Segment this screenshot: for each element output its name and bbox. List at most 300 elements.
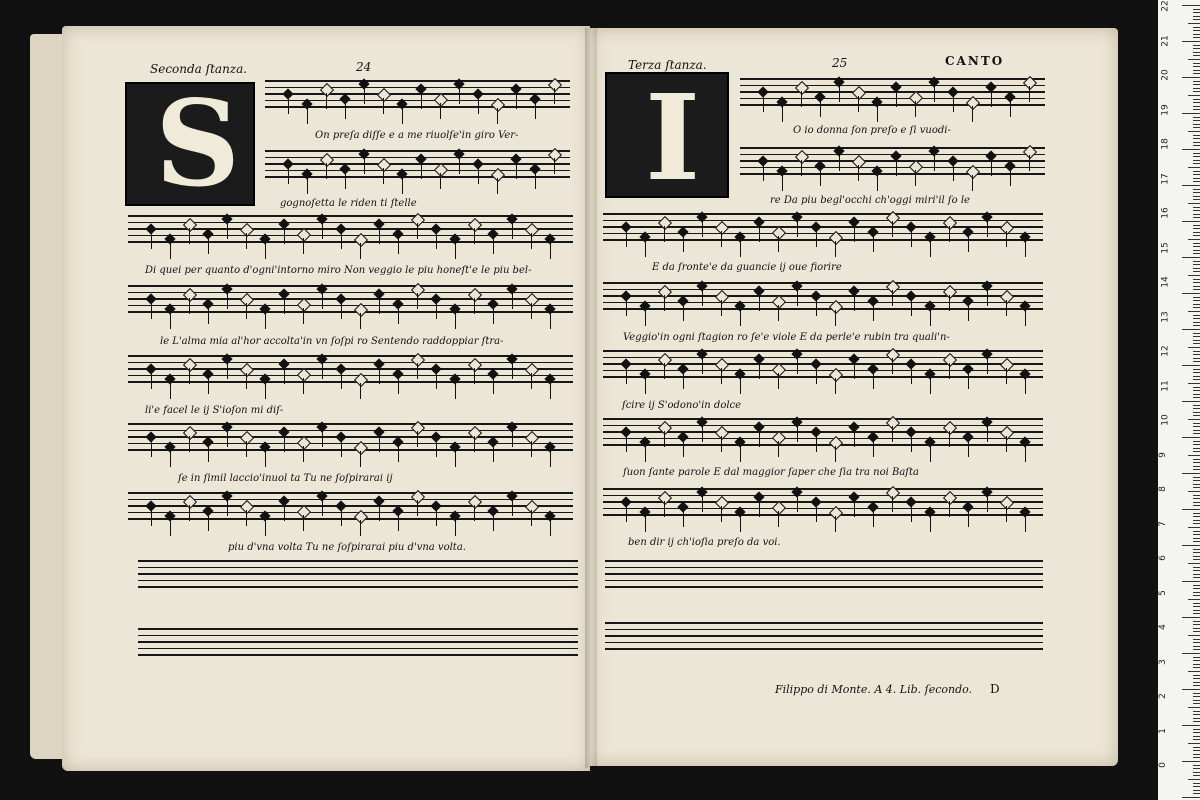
ruler-tick [1188, 419, 1200, 420]
ruler-tick [1193, 246, 1200, 247]
ruler-tick [1188, 23, 1200, 24]
note-stem [1029, 155, 1030, 171]
note-stem [307, 108, 308, 124]
note-stem [835, 378, 836, 394]
ruler-number: 13 [1160, 310, 1171, 323]
note-stem [740, 516, 741, 532]
note-stem [645, 241, 646, 257]
note-stem [493, 515, 494, 531]
ruler-tick [1193, 768, 1200, 769]
ruler-tick [1193, 102, 1200, 103]
note-stem [303, 238, 304, 254]
ruler-tick [1193, 196, 1200, 197]
staff [603, 213, 1043, 243]
note-stem [208, 515, 209, 531]
note-stem [341, 303, 342, 319]
ruler-tick [1193, 405, 1200, 406]
ruler-number: 10 [1160, 414, 1171, 426]
note-stem [949, 226, 950, 242]
note-stem [1025, 446, 1026, 462]
ruler-tick [1193, 664, 1200, 665]
note-stem [535, 173, 536, 189]
note-stem [417, 223, 418, 239]
staff [128, 423, 573, 453]
note-stem [873, 441, 874, 457]
ruler-number: 4 [1157, 624, 1168, 630]
note-stem [911, 231, 912, 247]
note-stem [379, 505, 380, 521]
note-stem [873, 373, 874, 389]
staff [740, 78, 1045, 108]
note-stem [493, 378, 494, 394]
note-stem [987, 290, 988, 306]
ruler-tick [1193, 700, 1200, 701]
ruler-tick [1193, 325, 1200, 326]
note-stem [854, 226, 855, 242]
left-section-heading: Seconda ſtanza. [150, 62, 248, 76]
ruler-tick [1193, 412, 1200, 413]
note-stem [797, 358, 798, 374]
note-stem [1006, 506, 1007, 522]
ruler-tick [1182, 761, 1200, 762]
note-stem [322, 223, 323, 239]
ruler-tick [1188, 599, 1200, 600]
note-stem [991, 160, 992, 176]
ruler-tick [1188, 707, 1200, 708]
note-stem [303, 446, 304, 462]
note-stem [421, 163, 422, 179]
note-stem [151, 441, 152, 457]
right-page-number: 25 [832, 56, 848, 70]
note-stem [721, 231, 722, 247]
note-stem [664, 295, 665, 311]
note-stem [1025, 310, 1026, 326]
right-section-heading: Terza ſtanza. [628, 58, 707, 72]
lyric-line: li'e facel le ij S'ioſon mi diſ- [145, 405, 284, 416]
ruler-tick [1193, 84, 1200, 85]
staff [138, 560, 578, 590]
note-stem [531, 510, 532, 526]
note-stem [930, 446, 931, 462]
ruler-tick [1193, 55, 1200, 56]
ruler-tick [1193, 750, 1200, 751]
note-stem [911, 436, 912, 452]
note-stem [816, 436, 817, 452]
note-stem [303, 308, 304, 324]
ruler-tick [1193, 228, 1200, 229]
ruler-tick [1193, 207, 1200, 208]
note-stem [493, 446, 494, 462]
ruler-tick [1188, 131, 1200, 132]
note-stem [1010, 101, 1011, 117]
note-stem [839, 86, 840, 102]
note-stem [227, 363, 228, 379]
note-stem [778, 305, 779, 321]
ruler-tick [1193, 502, 1200, 503]
ruler-tick [1193, 585, 1200, 586]
note-stem [550, 451, 551, 467]
ruler-tick [1193, 480, 1200, 481]
ruler-tick [1193, 408, 1200, 409]
note-stem [835, 310, 836, 326]
note-stem [835, 516, 836, 532]
note-stem [360, 520, 361, 536]
ruler-tick [1193, 99, 1200, 100]
note-stem [474, 368, 475, 384]
ruler-tick [1193, 570, 1200, 571]
note-stem [740, 446, 741, 462]
lyric-line: re Da piu begl'occhi ch'oggi miri'il ſo le [770, 195, 970, 206]
ruler-tick [1193, 117, 1200, 118]
note-stem [911, 368, 912, 384]
note-stem [436, 373, 437, 389]
ruler-tick [1193, 682, 1200, 683]
note-stem [246, 510, 247, 526]
note-stem [721, 506, 722, 522]
ruler-tick [1193, 696, 1200, 697]
ruler-tick [1193, 163, 1200, 164]
note-stem [797, 496, 798, 512]
note-stem [189, 228, 190, 244]
ruler-tick [1193, 459, 1200, 460]
note-stem [702, 426, 703, 442]
ruler-tick [1193, 12, 1200, 13]
note-stem [379, 228, 380, 244]
ornamental-initial-s: S [125, 82, 255, 206]
note-stem [816, 368, 817, 384]
note-stem [987, 221, 988, 237]
note-stem [721, 300, 722, 316]
ruler-tick [1193, 426, 1200, 427]
note-stem [284, 298, 285, 314]
note-stem [265, 520, 266, 536]
staff [603, 350, 1043, 380]
ruler-tick [1193, 34, 1200, 35]
note-stem [877, 106, 878, 122]
ruler-tick [1193, 235, 1200, 236]
note-stem [459, 88, 460, 104]
note-stem [968, 373, 969, 389]
note-stem [987, 496, 988, 512]
ruler-tick [1193, 217, 1200, 218]
ruler-tick [1193, 541, 1200, 542]
note-stem [398, 308, 399, 324]
ruler-tick [1193, 448, 1200, 449]
note-stem [531, 441, 532, 457]
ruler-tick [1193, 19, 1200, 20]
ruler-tick [1193, 462, 1200, 463]
note-stem [189, 505, 190, 521]
lyric-line: gognoſetta le riden ti ſtelle [280, 198, 417, 209]
note-stem [288, 98, 289, 114]
ruler-tick [1182, 113, 1200, 114]
note-stem [493, 308, 494, 324]
ruler-tick [1193, 178, 1200, 179]
ruler-tick [1188, 527, 1200, 528]
ruler-tick [1193, 286, 1200, 287]
note-stem [379, 436, 380, 452]
note-stem [854, 363, 855, 379]
note-stem [516, 93, 517, 109]
staff [605, 622, 1043, 652]
note-stem [645, 446, 646, 462]
note-stem [626, 506, 627, 522]
note-stem [759, 501, 760, 517]
ruler-tick [1193, 160, 1200, 161]
ruler-tick [1193, 711, 1200, 712]
note-stem [364, 158, 365, 174]
ruler-tick [1193, 729, 1200, 730]
ruler-tick [1188, 671, 1200, 672]
ruler-tick [1193, 336, 1200, 337]
note-stem [778, 373, 779, 389]
ruler-tick [1193, 415, 1200, 416]
ruler-number: 6 [1157, 555, 1168, 561]
note-stem [934, 155, 935, 171]
note-stem [417, 293, 418, 309]
ruler-tick [1193, 73, 1200, 74]
note-stem [896, 91, 897, 107]
ruler-tick [1193, 156, 1200, 157]
ruler-tick [1193, 765, 1200, 766]
note-stem [341, 510, 342, 526]
ruler-tick [1193, 9, 1200, 10]
ruler-tick [1193, 181, 1200, 182]
note-stem [151, 233, 152, 249]
note-stem [512, 223, 513, 239]
ruler-tick [1193, 81, 1200, 82]
note-stem [554, 88, 555, 104]
ruler-tick [1193, 106, 1200, 107]
note-stem [877, 175, 878, 191]
ruler-tick [1193, 520, 1200, 521]
note-stem [227, 293, 228, 309]
note-stem [326, 163, 327, 179]
ruler-tick [1193, 261, 1200, 262]
note-stem [379, 368, 380, 384]
note-stem [740, 378, 741, 394]
note-stem [1006, 436, 1007, 452]
ruler-tick [1193, 307, 1200, 308]
note-stem [322, 431, 323, 447]
ruler-tick [1193, 757, 1200, 758]
ruler-tick [1193, 199, 1200, 200]
ruler-tick [1182, 473, 1200, 474]
note-stem [987, 426, 988, 442]
ruler-tick [1193, 30, 1200, 31]
staff [265, 80, 570, 110]
ruler-tick [1193, 732, 1200, 733]
ruler-tick [1193, 253, 1200, 254]
ruler-tick [1182, 689, 1200, 690]
note-stem [839, 155, 840, 171]
staff [128, 492, 573, 522]
note-stem [208, 446, 209, 462]
note-stem [1010, 170, 1011, 186]
note-stem [421, 93, 422, 109]
ruler-tick [1188, 239, 1200, 240]
ruler-tick [1193, 721, 1200, 722]
note-stem [949, 501, 950, 517]
note-stem [341, 441, 342, 457]
note-stem [873, 305, 874, 321]
ruler-tick [1193, 639, 1200, 640]
note-stem [307, 178, 308, 194]
note-stem [664, 226, 665, 242]
ruler-number: 7 [1157, 520, 1168, 527]
lyric-line: ſcire ij S'odono'in dolce [622, 400, 742, 411]
note-stem [512, 363, 513, 379]
note-stem [778, 236, 779, 252]
ruler-tick [1193, 495, 1200, 496]
ruler-tick [1193, 772, 1200, 773]
ruler-tick [1193, 124, 1200, 125]
ruler-tick [1193, 225, 1200, 226]
ruler-tick [1188, 491, 1200, 492]
ruler-tick [1193, 243, 1200, 244]
ruler-tick [1193, 315, 1200, 316]
note-stem [322, 500, 323, 516]
note-stem [402, 178, 403, 194]
ruler-tick [1193, 631, 1200, 632]
note-stem [554, 158, 555, 174]
note-stem [170, 243, 171, 259]
note-stem [170, 313, 171, 329]
ruler-tick [1182, 653, 1200, 654]
note-stem [949, 363, 950, 379]
ruler-tick [1193, 775, 1200, 776]
ruler-tick [1193, 595, 1200, 596]
note-stem [930, 378, 931, 394]
ruler-tick [1188, 95, 1200, 96]
note-stem [626, 300, 627, 316]
ruler-tick [1193, 469, 1200, 470]
ruler-tick [1193, 736, 1200, 737]
note-stem [645, 310, 646, 326]
note-stem [436, 303, 437, 319]
ruler-tick [1193, 372, 1200, 373]
note-stem [208, 308, 209, 324]
ruler-tick [1182, 401, 1200, 402]
note-stem [797, 426, 798, 442]
ruler-tick [1193, 487, 1200, 488]
note-stem [626, 436, 627, 452]
note-stem [797, 221, 798, 237]
ruler-tick [1193, 523, 1200, 524]
ruler-tick [1188, 59, 1200, 60]
ruler-tick [1193, 387, 1200, 388]
lyric-line: Veggio'in ogni ſtagion ro ſe'e viole E da perle'e rubin tra quali'n- [623, 332, 950, 343]
note-stem [683, 511, 684, 527]
note-stem [151, 510, 152, 526]
note-stem [345, 103, 346, 119]
ruler-tick [1193, 657, 1200, 658]
ruler-tick [1182, 329, 1200, 330]
ruler-tick [1193, 289, 1200, 290]
note-stem [265, 451, 266, 467]
note-stem [512, 500, 513, 516]
note-stem [170, 451, 171, 467]
note-stem [151, 373, 152, 389]
note-stem [436, 233, 437, 249]
ruler-tick [1193, 297, 1200, 298]
ruler-tick [1193, 340, 1200, 341]
note-stem [1006, 231, 1007, 247]
staff [603, 488, 1043, 518]
note-stem [440, 173, 441, 189]
ruler-tick [1193, 613, 1200, 614]
ruler-tick [1193, 27, 1200, 28]
lyric-line: On preſa diſſe e a me riuolſe'in giro Ver- [315, 130, 519, 141]
ruler-tick [1193, 214, 1200, 215]
ruler-number: 2 [1157, 693, 1168, 699]
note-stem [892, 426, 893, 442]
note-stem [284, 368, 285, 384]
note-stem [265, 313, 266, 329]
note-stem [816, 231, 817, 247]
note-stem [759, 363, 760, 379]
lyric-line: ſuon ſante parole E dal maggior ſaper che ſia tra noi Baſta [623, 467, 919, 478]
ruler-tick [1193, 754, 1200, 755]
note-stem [1006, 300, 1007, 316]
note-stem [683, 305, 684, 321]
note-stem [398, 378, 399, 394]
ruler-tick [1188, 455, 1200, 456]
note-stem [360, 243, 361, 259]
note-stem [474, 436, 475, 452]
ruler-tick [1193, 786, 1200, 787]
ruler-tick [1193, 628, 1200, 629]
ruler-tick [1193, 783, 1200, 784]
ruler-tick [1193, 66, 1200, 67]
note-stem [873, 236, 874, 252]
ruler-tick [1182, 797, 1200, 798]
note-stem [455, 313, 456, 329]
note-stem [189, 298, 190, 314]
note-stem [512, 431, 513, 447]
note-stem [265, 383, 266, 399]
ruler-tick [1193, 603, 1200, 604]
ruler-tick [1193, 793, 1200, 794]
note-stem [459, 158, 460, 174]
ruler-tick [1193, 739, 1200, 740]
note-stem [303, 378, 304, 394]
note-stem [816, 300, 817, 316]
staff [128, 355, 573, 385]
ruler-tick [1193, 588, 1200, 589]
ruler-tick [1193, 282, 1200, 283]
ruler-tick [1182, 581, 1200, 582]
ruler-tick [1193, 451, 1200, 452]
staff [603, 418, 1043, 448]
ruler-tick [1182, 221, 1200, 222]
note-stem [341, 233, 342, 249]
note-stem [892, 496, 893, 512]
note-stem [322, 363, 323, 379]
measuring-ruler [1158, 0, 1200, 800]
ruler-tick [1193, 397, 1200, 398]
note-stem [972, 106, 973, 122]
ruler-tick [1193, 667, 1200, 668]
ruler-tick [1193, 52, 1200, 53]
ruler-tick [1193, 142, 1200, 143]
ruler-number: 20 [1160, 69, 1171, 81]
ruler-tick [1193, 318, 1200, 319]
note-stem [531, 373, 532, 389]
ruler-tick [1193, 379, 1200, 380]
ruler-tick [1193, 145, 1200, 146]
ruler-tick [1182, 149, 1200, 150]
